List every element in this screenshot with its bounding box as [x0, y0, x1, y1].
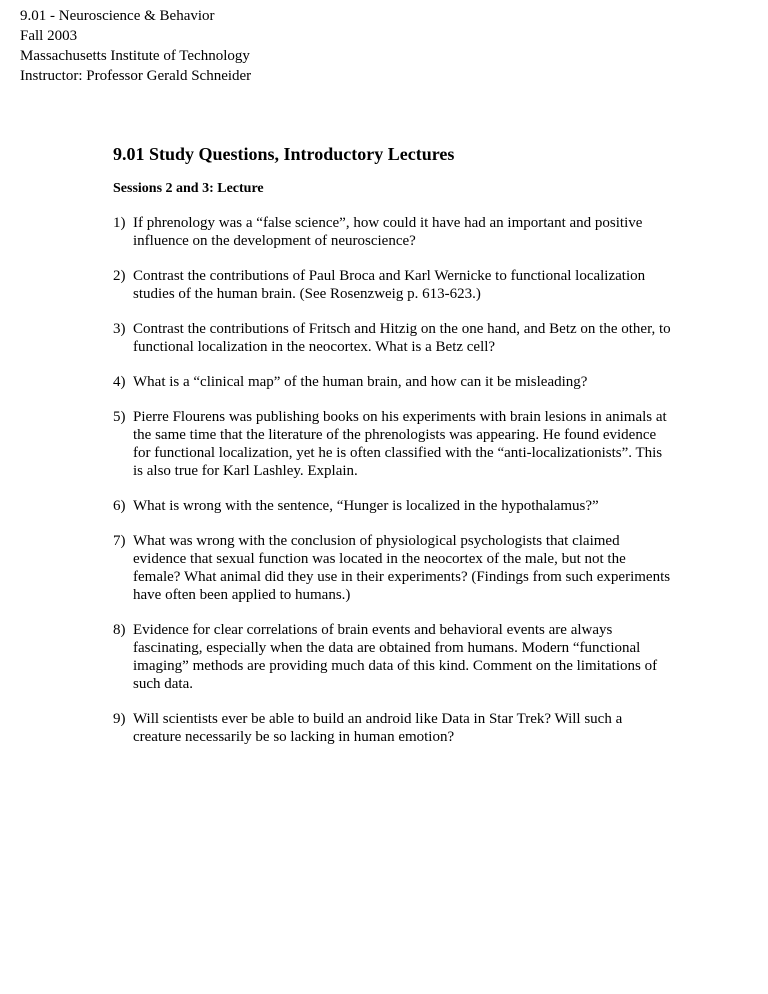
question-item: [113, 621, 673, 693]
document-body: [113, 143, 673, 763]
question-item: [113, 532, 673, 604]
question-text: If phrenology was a “false science”, how could it have had an important and positive influence on the development of neuroscience?: [133, 215, 643, 249]
question-item: [113, 320, 673, 356]
question-item: [113, 497, 673, 515]
instructor-line: Instructor: Professor Gerald Schneider: [20, 68, 252, 84]
question-item: [113, 710, 673, 746]
question-number: 7): [113, 533, 126, 549]
question-list: [113, 214, 673, 746]
question-item: [113, 408, 673, 480]
question-text: What is a “clinical map” of the human brain, and how can it be misleading?: [133, 374, 588, 390]
question-number: 2): [113, 268, 126, 284]
question-number: 1): [113, 215, 126, 231]
question-text: Contrast the contributions of Fritsch and Hitzig on the one hand, and Betz on the other, to functional localization in the neocortex. What is a Betz cell?: [133, 321, 671, 355]
term-line: Fall 2003: [20, 28, 78, 44]
question-text: Will scientists ever be able to build an android like Data in Star Trek? Will such a creature necessarily be so lacking in human emotion?: [133, 711, 623, 745]
document-title: 9.01 Study Questions, Introductory Lectures: [113, 144, 455, 164]
question-item: [113, 214, 673, 250]
question-number: 8): [113, 622, 126, 638]
question-number: 3): [113, 321, 126, 337]
course-line: 9.01 - Neuroscience & Behavior: [20, 8, 215, 24]
question-item: [113, 373, 673, 391]
question-text: Pierre Flourens was publishing books on his experiments with brain lesions in animals at the same time that the literature of the phrenologists was appearing. He found evidence for functional localization, yet he is often classified with the “anti-localizationists”. This is also true for Karl Lashley. Explain.: [133, 409, 667, 479]
question-number: 6): [113, 498, 126, 514]
question-item: [113, 267, 673, 303]
question-text: What was wrong with the conclusion of physiological psychologists that claimed evidence that sexual function was located in the neocortex of the male, but not the female? What animal did they use in their experiments? (Findings from such experiments have often been applied to humans.): [133, 533, 671, 603]
question-text: Evidence for clear correlations of brain events and behavioral events are always fascinating, especially when the data are obtained from humans. Modern “functional imaging” methods are providing much data of this kind. Comment on the limitations of such data.: [133, 622, 658, 692]
question-number: 9): [113, 711, 126, 727]
question-text: What is wrong with the sentence, “Hunger is localized in the hypothalamus?”: [133, 498, 599, 514]
institution-line: Massachusetts Institute of Technology: [20, 48, 250, 64]
session-heading: Sessions 2 and 3: Lecture: [113, 181, 264, 196]
question-number: 4): [113, 374, 126, 390]
question-number: 5): [113, 409, 126, 425]
question-text: Contrast the contributions of Paul Broca and Karl Wernicke to functional localization studies of the human brain. (See Rosenzweig p. 613-623.): [133, 268, 646, 302]
document-header: [20, 6, 251, 86]
